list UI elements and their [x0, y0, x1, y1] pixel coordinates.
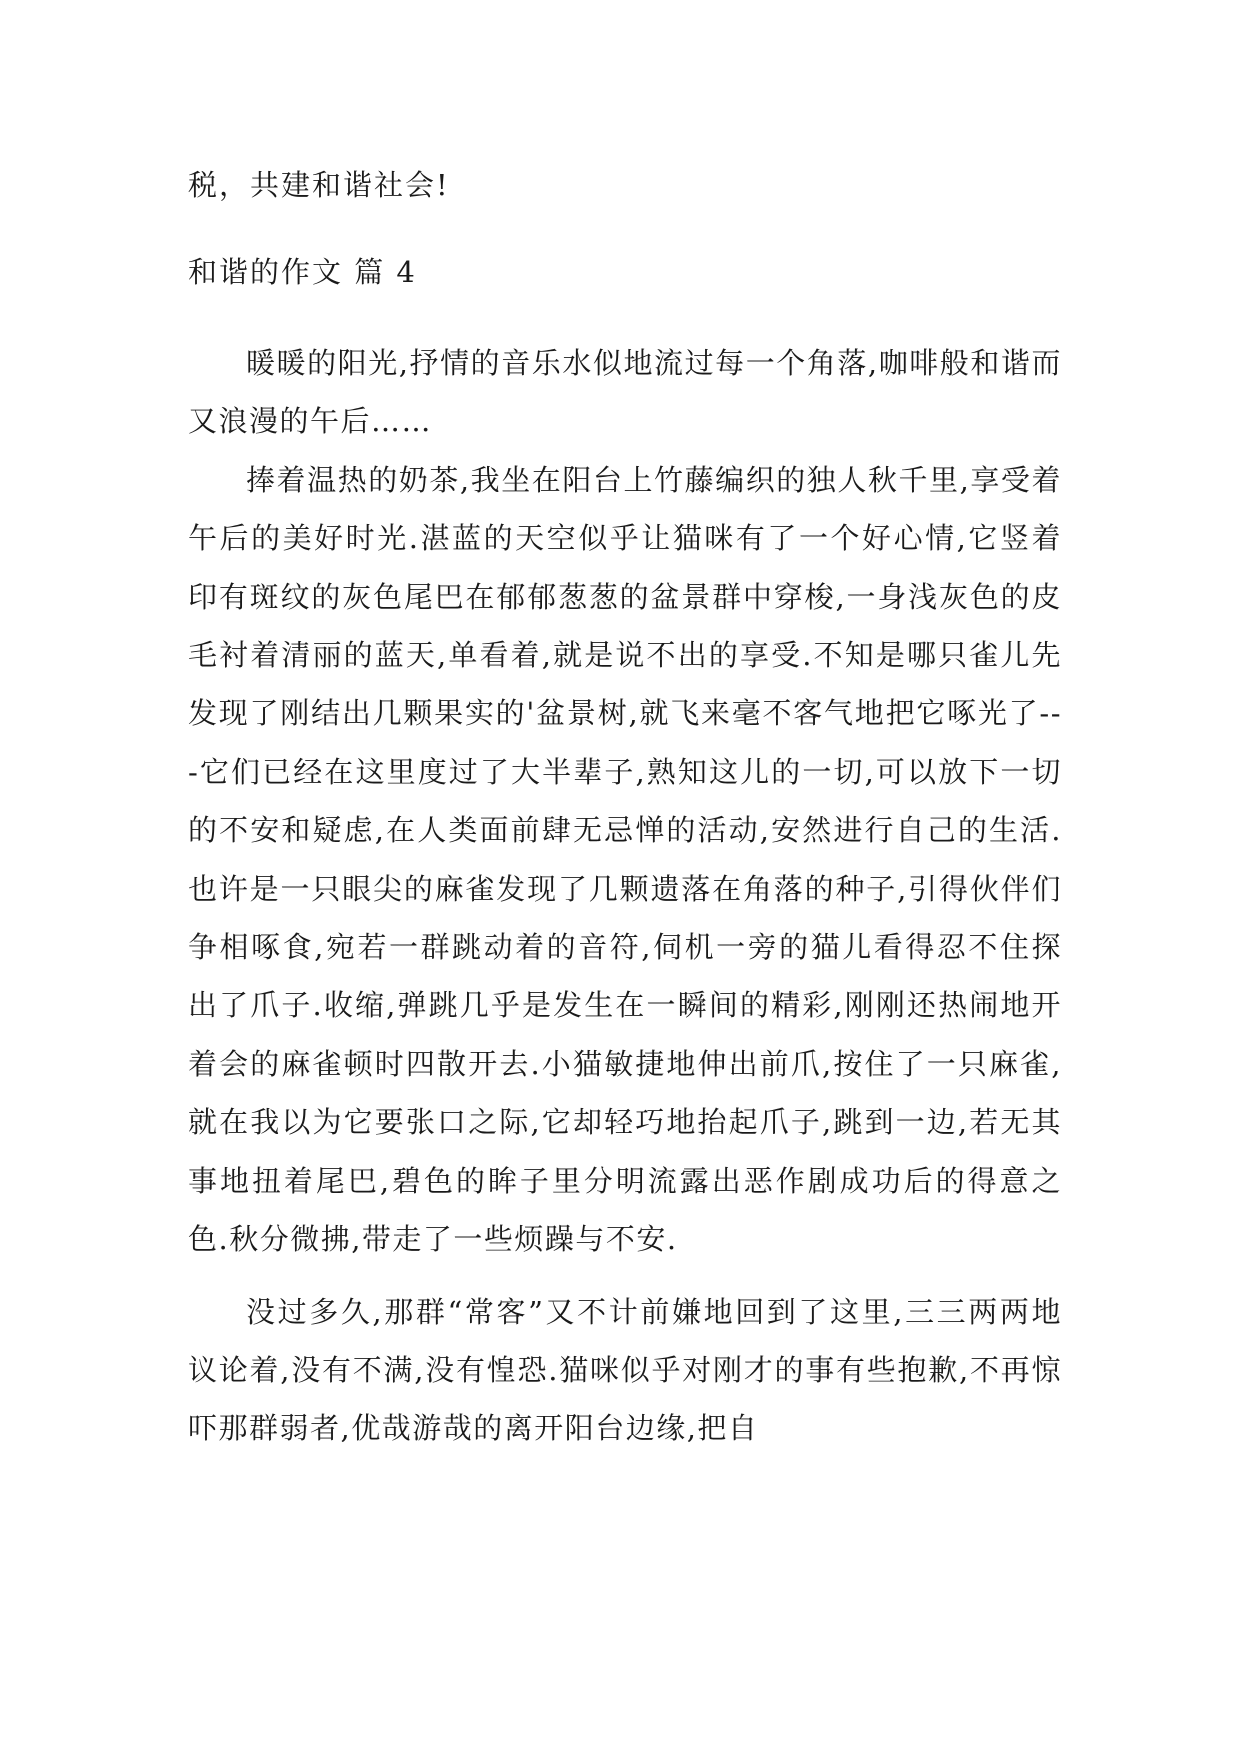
- previous-section-closing-line: 税，共建和谐社会!: [188, 168, 450, 202]
- section-title: 和谐的作文 篇 4: [188, 255, 417, 289]
- paragraph-1: 暖暖的阳光,抒情的音乐水似地流过每一个角落,咖啡般和谐而又浪漫的午后……: [188, 346, 1062, 439]
- essay-body: [188, 334, 1062, 1458]
- paragraph-3: 没过多久,那群“常客”又不计前嫌地回到了这里,三三两两地议论着,没有不满,没有惶恐.猫咪似乎对刚才的事有些抱歉,不再惊吓那群弱者,优哉游哉的离开阳台边缘,把自: [188, 1294, 1062, 1446]
- paragraph-2: 捧着温热的奶茶,我坐在阳台上竹藤编织的独人秋千里,享受着午后的美好时光.湛蓝的天空似乎让猫咪有了一个好心情,它竖着印有斑纹的灰色尾巴在郁郁葱葱的盆景群中穿梭,一身浅灰色的皮毛衬着清丽的蓝天,单看着,就是说不出的享受.不知是哪只雀儿先发现了刚结出几颗果实的'盆景树,就飞来毫不客气地把它啄光了---它们已经在这里度过了大半辈子,熟知这儿的一切,可以放下一切的不安和疑虑,在人类面前肆无忌惮的活动,安然进行自己的生活.也许是一只眼尖的麻雀发现了几颗遗落在角落的种子,引得伙伴们争相啄食,宛若一群跳动着的音符,伺机一旁的猫儿看得忍不住探出了爪子.收缩,弹跳几乎是发生在一瞬间的精彩,刚刚还热闹地开着会的麻雀顿时四散开去.小猫敏捷地伸出前爪,按住了一只麻雀,就在我以为它要张口之际,它却轻巧地抬起爪子,跳到一边,若无其事地扭着尾巴,碧色的眸子里分明流露出恶作剧成功后的得意之色.秋分微拂,带走了一些烦躁与不安.: [188, 462, 1062, 1257]
